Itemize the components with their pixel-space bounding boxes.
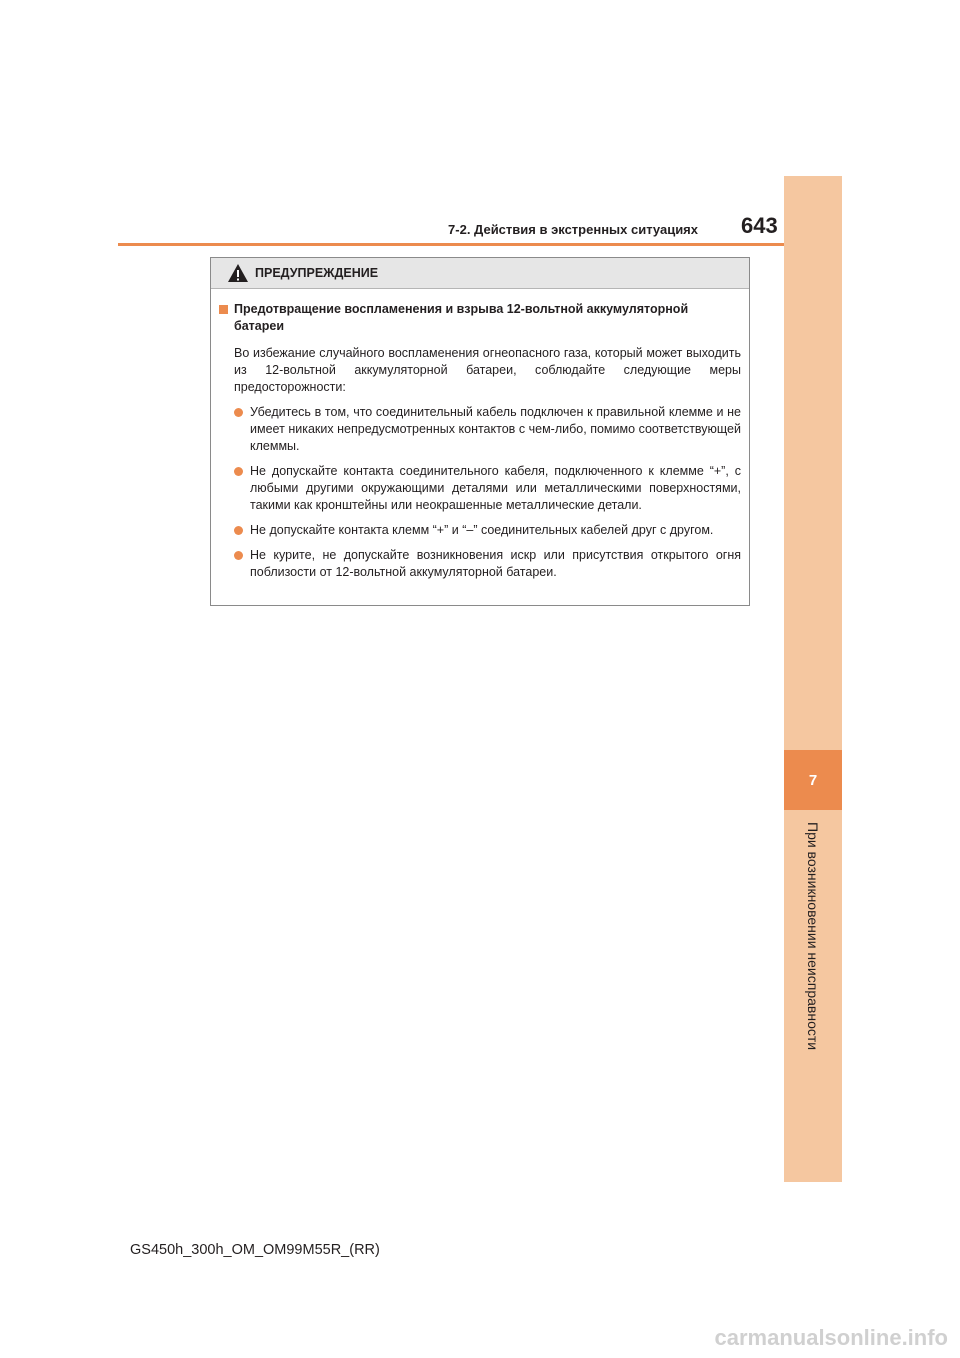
list-item	[234, 404, 741, 455]
list-item-text: Не допускайте контакта клемм “+” и “–” соединительных кабелей друг с другом.	[250, 523, 714, 537]
watermark: carmanualsonline.info	[714, 1325, 948, 1350]
header-divider	[118, 243, 784, 246]
warning-box	[210, 257, 750, 606]
round-bullet-icon	[234, 408, 243, 417]
warning-subheading	[217, 301, 741, 335]
warning-header	[211, 258, 749, 289]
list-item-text: Не курите, не допускайте возникновения искр или присутствия открытого огня поблизости от 12-вольтной аккумуляторной батареи.	[250, 548, 741, 579]
warning-body	[211, 289, 749, 581]
page-number: 643	[741, 213, 778, 238]
section-title: 7-2. Действия в экстренных ситуациях	[448, 222, 698, 237]
list-item	[234, 522, 741, 539]
round-bullet-icon	[234, 467, 243, 476]
warning-triangle-icon	[227, 263, 249, 283]
chapter-title: При возникновении неисправности	[805, 822, 821, 1051]
warning-subheading-text: Предотвращение воспламенения и взрыва 12-вольтной аккумуляторной батареи	[234, 302, 689, 333]
document-code: GS450h_300h_OM_OM99M55R_(RR)	[130, 1242, 380, 1258]
round-bullet-icon	[234, 551, 243, 560]
warning-title: ПРЕДУПРЕЖДЕНИЕ	[255, 266, 379, 280]
round-bullet-icon	[234, 526, 243, 535]
list-item-text: Не допускайте контакта соединительного кабеля, подключенного к клемме “+”, с любыми другими окружающими деталями или металлическими поверхностями, такими как кронштейны или неокрашенные металлические детали.	[250, 464, 741, 512]
warning-intro: Во избежание случайного воспламенения огнеопасного газа, который может выходить из 12-вольтной аккумуляторной батареи, соблюдайте следующие меры предосторожности:	[234, 346, 741, 394]
list-item	[234, 547, 741, 581]
square-bullet-icon	[219, 305, 228, 314]
list-item-text: Убедитесь в том, что соединительный кабель подключен к правильной клемме и не имеет никаких непредусмотренных контактов с чем-либо, помимо соответствующей клеммы.	[250, 405, 741, 453]
chapter-number: 7	[784, 750, 842, 810]
list-item	[234, 463, 741, 514]
